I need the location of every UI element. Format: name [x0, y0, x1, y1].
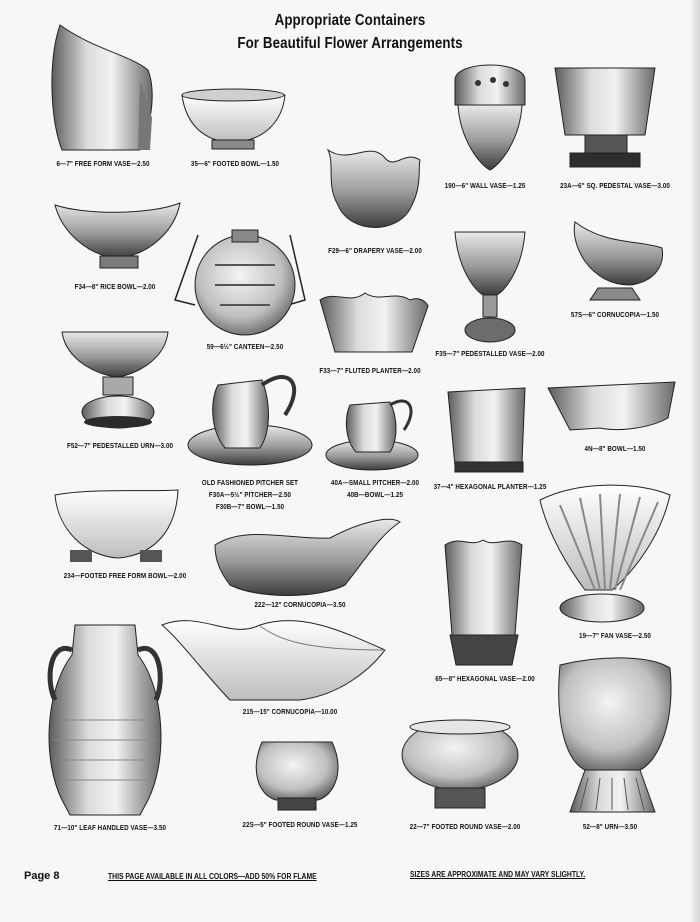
caption-small-pitcher-bowl: 40B—BOWL—1.25: [346, 490, 404, 499]
fluted-planter-illustration: [320, 293, 428, 352]
caption-drapery-vase: F29—6" DRAPERY VASE—2.00: [328, 246, 422, 255]
caption-urn: 52—8" URN—3.50: [582, 822, 638, 831]
colors-note: THIS PAGE AVAILABLE IN ALL COLORS—ADD 50% FOR FLAME: [108, 872, 317, 881]
caption-pedestalled-vase: F35—7" PEDESTALLED VASE—2.00: [435, 349, 545, 358]
small-pitcher-set-illustration: [326, 401, 418, 470]
caption-pitcher-set-title: OLD FASHIONED PITCHER SET: [201, 478, 299, 487]
caption-footed-bowl: 35—6" FOOTED BOWL—1.50: [190, 159, 280, 168]
free-form-vase-illustration: [52, 25, 152, 150]
footed-bowl-illustration: [182, 89, 285, 149]
page-number: Page 8: [24, 870, 60, 882]
pedestalled-vase-illustration: [455, 232, 525, 342]
cornucopia-12-illustration: [215, 519, 400, 595]
rice-bowl-illustration: [55, 203, 180, 268]
caption-small-pitcher: 40A—SMALL PITCHER—2.00: [330, 478, 420, 487]
pitcher-set-illustration: [188, 377, 312, 465]
caption-footed-round-vase: 22—7" FOOTED ROUND VASE—2.00: [409, 822, 521, 831]
canteen-illustration: [175, 230, 305, 335]
caption-square-pedestal-vase: 23A—6" SQ. PEDESTAL VASE—3.00: [560, 181, 670, 190]
fan-vase-illustration: [540, 485, 670, 622]
drapery-vase-illustration: [328, 150, 420, 228]
caption-hexagonal-vase: 65—8" HEXAGONAL VASE—2.00: [435, 674, 535, 683]
hexagonal-vase-illustration: [445, 540, 522, 665]
pedestalled-urn-illustration: [62, 332, 168, 428]
page-title-line2: For Beautiful Flower Arrangements: [237, 35, 463, 52]
caption-free-form-vase: 6—7" FREE FORM VASE—2.50: [56, 159, 150, 168]
caption-pitcher-bowl: F30B—7" BOWL—1.50: [215, 502, 285, 511]
caption-fluted-planter: F33—7" FLUTED PLANTER—2.00: [319, 366, 421, 375]
caption-hexagonal-planter: 37—4" HEXAGONAL PLANTER—1.25: [433, 482, 547, 491]
wall-vase-illustration: [455, 65, 525, 170]
square-pedestal-vase-illustration: [555, 68, 655, 167]
caption-fan-vase: 19—7" FAN VASE—2.50: [579, 631, 651, 640]
small-footed-round-vase-illustration: [256, 742, 338, 810]
footed-free-form-bowl-illustration: [55, 490, 178, 562]
bowl-8-illustration: [548, 382, 675, 430]
caption-small-footed-round-vase: 22S—5" FOOTED ROUND VASE—1.25: [242, 820, 358, 829]
caption-wall-vase: 190—6" WALL VASE—1.25: [444, 181, 526, 190]
caption-bowl-8: 4N—8" BOWL—1.50: [584, 444, 646, 453]
caption-cornucopia-12: 222—12" CORNUCOPIA—3.50: [254, 600, 346, 609]
caption-cornucopia-15: 215—15" CORNUCOPIA—10.00: [242, 707, 338, 716]
urn-illustration: [559, 658, 671, 812]
caption-leaf-handled-vase: 71—10" LEAF HANDLED VASE—3.50: [53, 823, 167, 832]
cornucopia-15-illustration: [162, 621, 385, 700]
caption-canteen: 59—6½" CANTEEN—2.50: [206, 342, 284, 351]
footed-round-vase-illustration: [402, 720, 518, 808]
caption-pedestalled-urn: F52—7" PEDESTALLED URN—3.00: [66, 441, 174, 450]
caption-rice-bowl: F34—8" RICE BOWL—2.00: [74, 282, 156, 291]
caption-footed-free-form-bowl: 234—FOOTED FREE FORM BOWL—2.00: [63, 571, 187, 580]
hexagonal-planter-illustration: [448, 388, 525, 472]
small-cornucopia-illustration: [574, 222, 662, 300]
sizes-note: SIZES ARE APPROXIMATE AND MAY VARY SLIGHTLY.: [410, 870, 586, 879]
caption-pitcher: F30A—5½" PITCHER—2.50: [208, 490, 292, 499]
page-title-line1: Appropriate Containers: [274, 12, 426, 29]
leaf-handled-vase-illustration: [49, 625, 161, 815]
caption-small-cornucopia: 57S—6" CORNUCOPIA—1.50: [570, 310, 660, 319]
